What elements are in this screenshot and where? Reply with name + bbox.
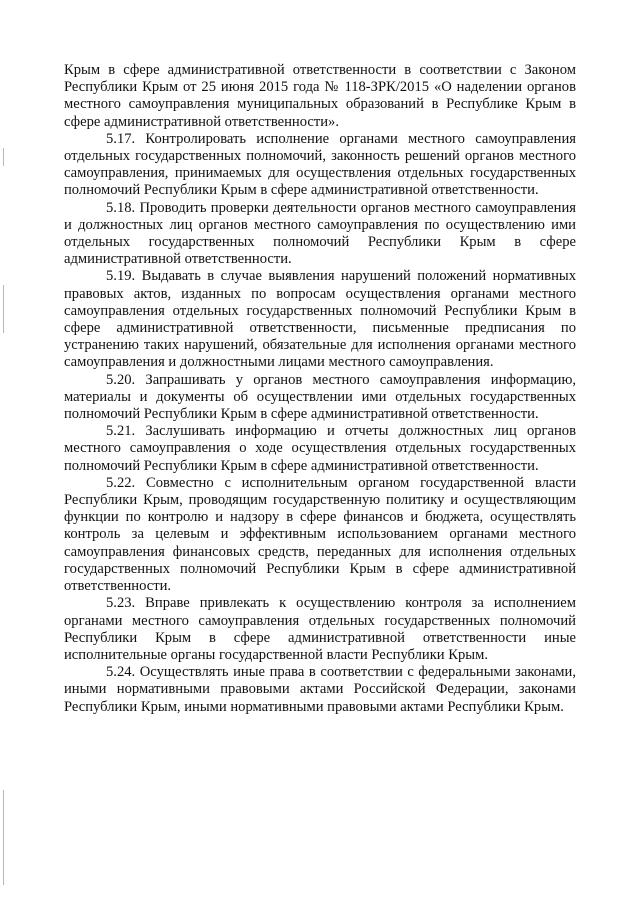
- paragraph-5-24: 5.24. Осуществлять иные права в соответствии с федеральными законами, иными нормативными правовыми актами Российской Федерации, законами Республики Крым, иными нормативными правовыми актами Республики Крым.: [64, 664, 576, 715]
- paragraph-5-23: 5.23. Вправе привлекать к осуществлению контроля за исполнением органами местного самоуправления отдельных государственных полномочий Республики Крым в сфере административной ответственности иные исполнительные органы государственной власти Республики Крым.: [64, 595, 576, 663]
- scan-margin-mark-top: [3, 148, 4, 166]
- paragraph-5-19: 5.19. Выдавать в случае выявления нарушений положений нормативных правовых актов, изданных по вопросам осуществления органами местного самоуправления отдельных государственных полномочий Республики Крым в сфере административной ответственности, письменные предписания по устранению таких нарушений, обязательные для исполнения органами местного самоуправления и должностными лицами местного самоуправления.: [64, 268, 576, 371]
- paragraph-5-21: 5.21. Заслушивать информацию и отчеты должностных лиц органов местного самоуправления о ходе осуществления отдельных государственных полномочий Республики Крым в сфере административной ответственности.: [64, 423, 576, 474]
- paragraph-5-18: 5.18. Проводить проверки деятельности органов местного самоуправления и должностных лиц органов местного самоуправления по осуществлению ими отдельных государственных полномочий Республики Крым в сфере административной ответственности.: [64, 199, 576, 268]
- scan-margin-mark-middle: [3, 285, 4, 333]
- paragraph-5-22: 5.22. Совместно с исполнительным органом государственной власти Республики Крым, проводящим государственную политику и осуществляющим функции по контролю и надзору в сфере финансов и бюджета, осуществлять контроль за целевым и эффективным использованием органами местного самоуправления финансовых средств, переданных для исполнения отдельных государственных полномочий Республики Крым в сфере административной ответственности.: [64, 474, 576, 595]
- scan-margin-mark-bottom: [3, 790, 4, 885]
- document-page: [64, 62, 576, 716]
- paragraph-continuation: Крым в сфере административной ответственности в соответствии с Законом Республики Крым от 25 июня 2015 года № 118-ЗРК/2015 «О наделении органов местного самоуправления муниципальных образований в Республике Крым в сфере административной ответственности».: [64, 62, 576, 130]
- paragraph-5-20: 5.20. Запрашивать у органов местного самоуправления информацию, материалы и документы об осуществлении ими отдельных государственных полномочий Республики Крым в сфере административной ответственности.: [64, 371, 576, 423]
- paragraph-5-17: 5.17. Контролировать исполнение органами местного самоуправления отдельных государственных полномочий, законность решений органов местного самоуправления, принимаемых для осуществления отдельных государственных полномочий Республики Крым в сфере административной ответственности.: [64, 130, 576, 199]
